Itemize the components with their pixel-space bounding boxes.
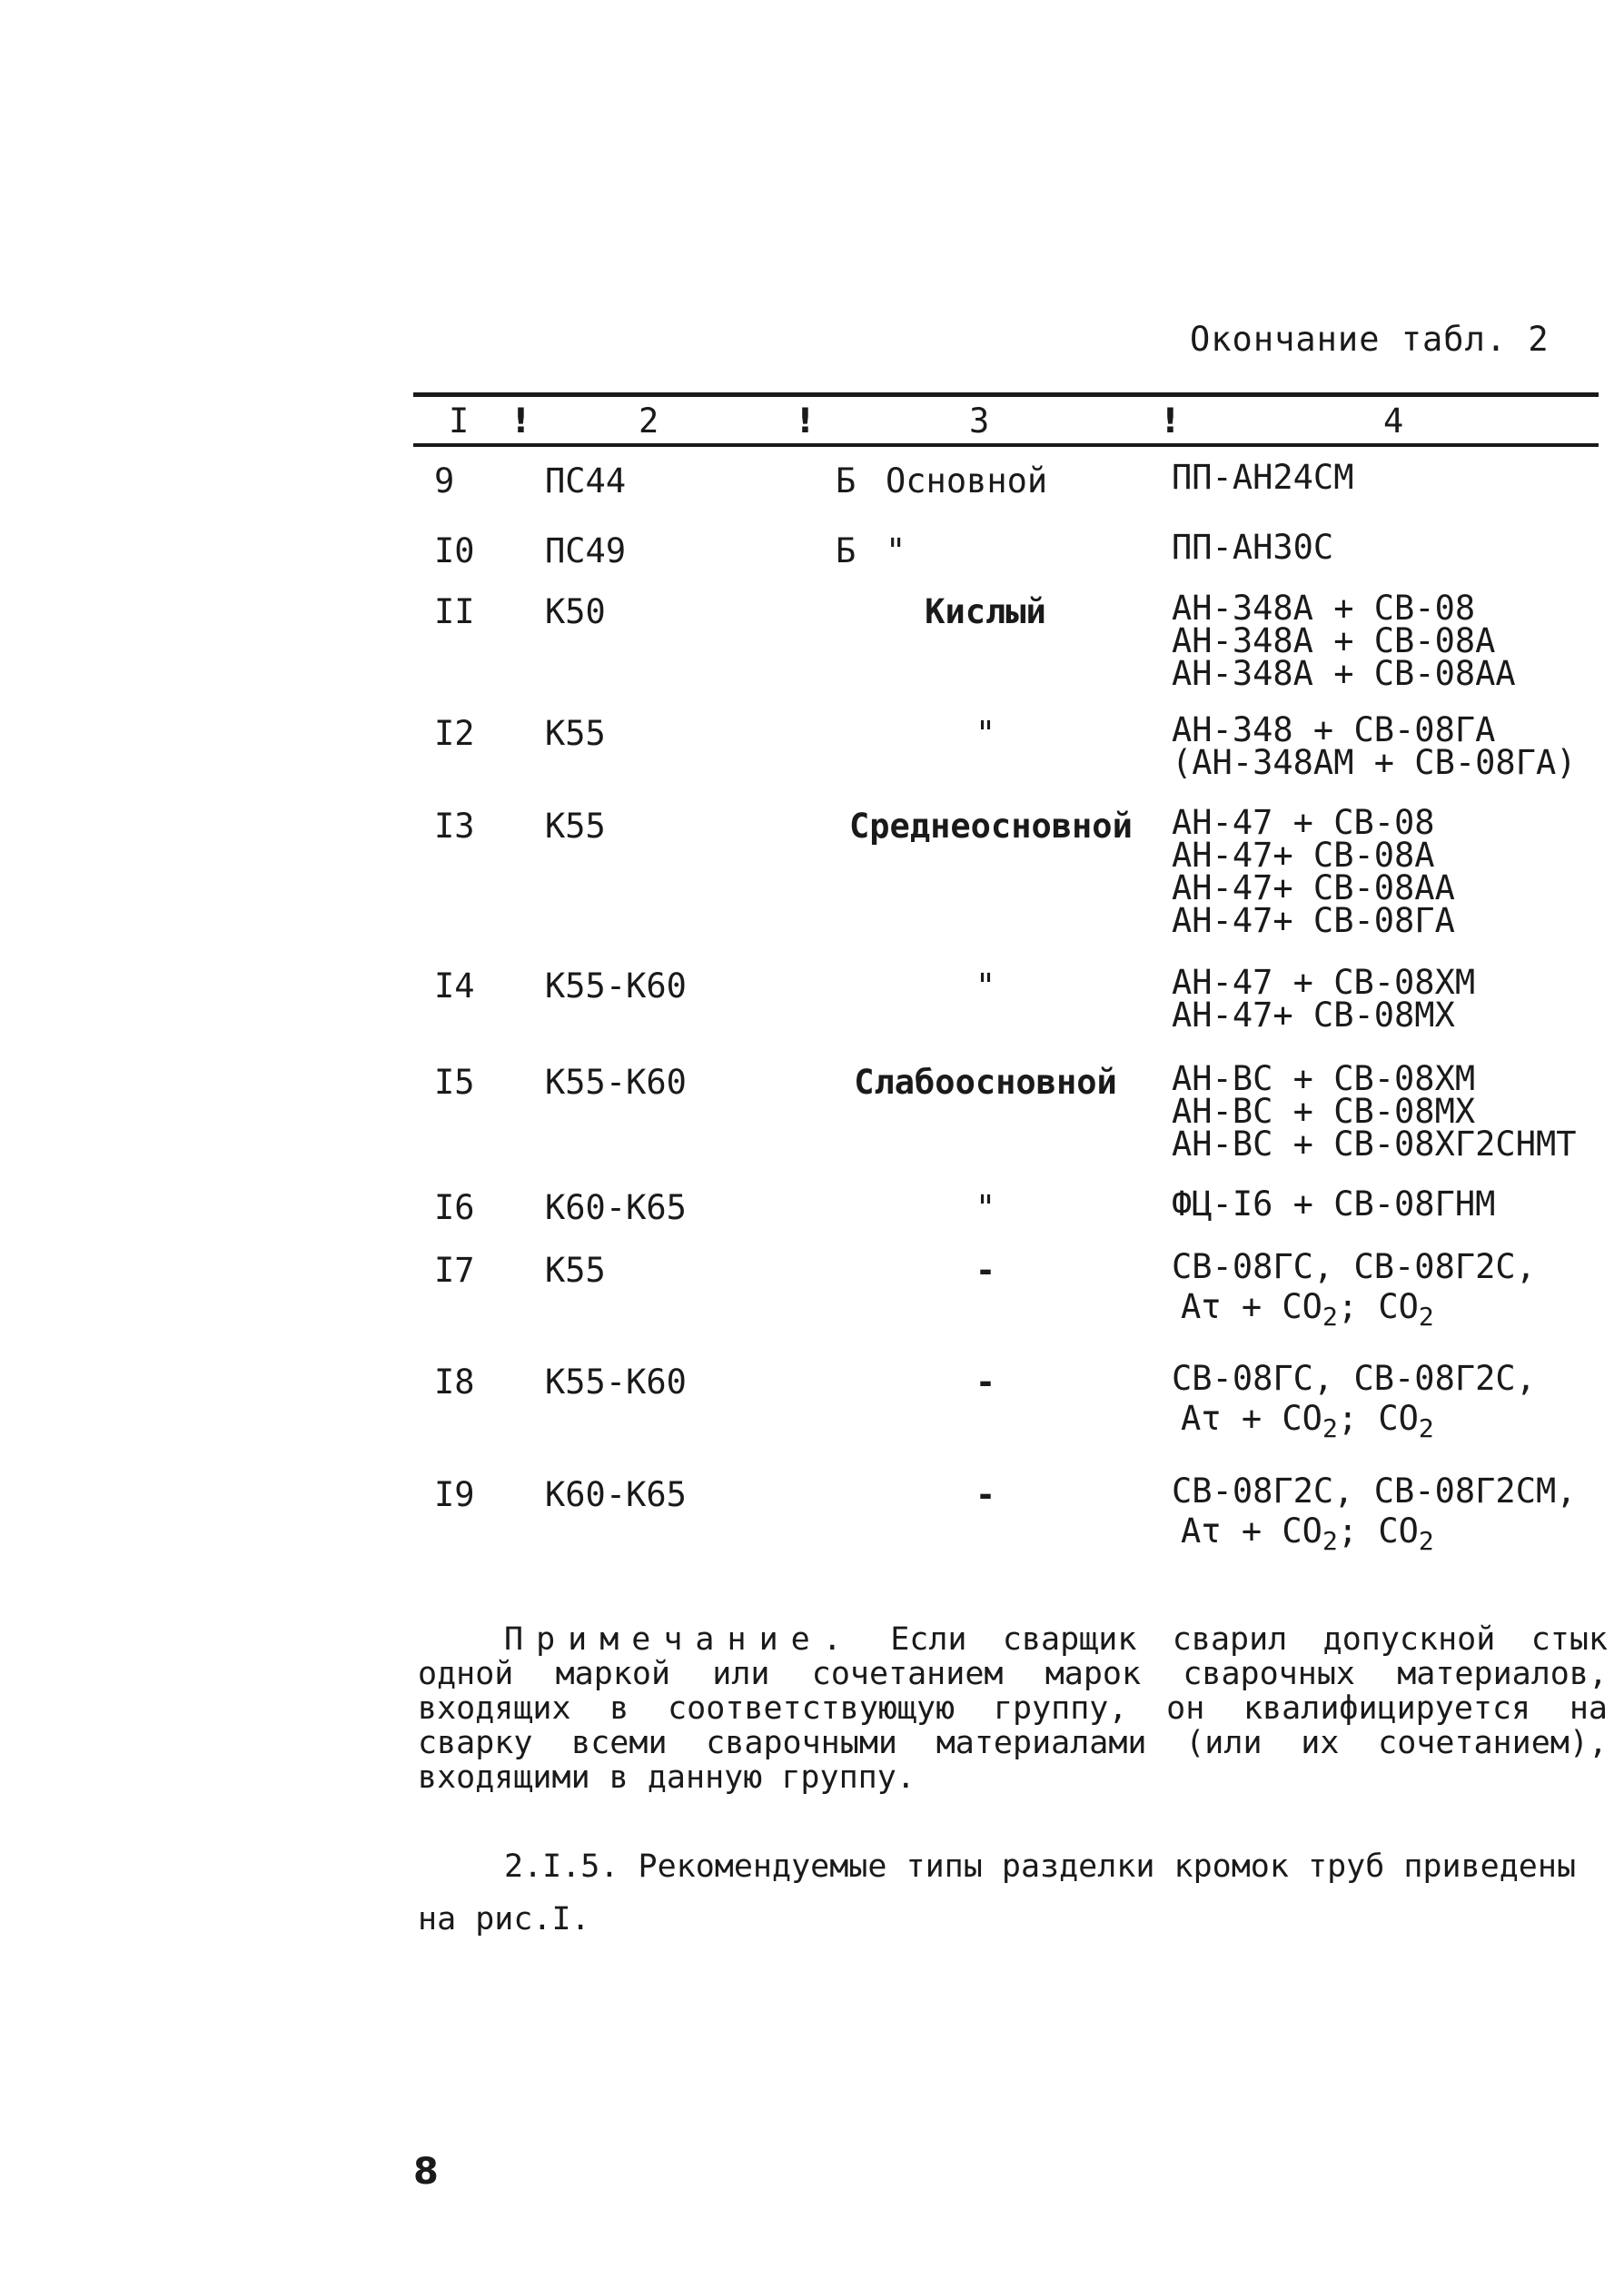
header-col-4: 4 <box>1383 401 1404 441</box>
note-text: Если сварщик сварил допускной стык одной маркой или сочетанием марок сварочных материалов, входящих в соответствующую группу, он квалифицируется на сварку всеми сварочными материалами (или их сочетанием), входящими в данную группу. <box>418 1621 1608 1796</box>
row-letter: Б <box>836 461 857 500</box>
row-group: ПС49 <box>545 531 627 570</box>
page-number: 8 <box>413 2151 439 2193</box>
row-type: Среднеосновной <box>849 807 1133 846</box>
material-line: ПП-АН24СМ <box>1172 458 1354 497</box>
header-col-3: 3 <box>969 401 990 441</box>
row-group: К55-К60 <box>545 1063 687 1102</box>
note-label: Примечание. <box>504 1621 855 1658</box>
material-line: АН-ВС + СВ-08ХМ <box>1172 1059 1476 1098</box>
gas-part: Aτ + CO <box>1181 1287 1322 1326</box>
row-group: ПС44 <box>545 461 627 500</box>
subscript: 2 <box>1322 1302 1338 1332</box>
row-materials <box>1172 1247 1536 1332</box>
table-top-rule <box>413 392 1599 397</box>
row-number: 9 <box>434 461 455 500</box>
row-group: К55 <box>545 714 606 753</box>
subscript: 2 <box>1418 1302 1434 1332</box>
row-type: " <box>975 714 996 753</box>
header-separator: ! <box>797 401 813 441</box>
row-number: I3 <box>434 807 475 846</box>
row-materials <box>1172 458 1354 497</box>
material-line: АН-47+ СВ-08МХ <box>1172 996 1455 1035</box>
row-number: I9 <box>434 1475 475 1514</box>
header-col-2: 2 <box>639 401 659 441</box>
row-group: К55 <box>545 1251 606 1290</box>
row-materials <box>1172 710 1577 782</box>
subscript: 2 <box>1322 1413 1338 1443</box>
table-header-row <box>0 400 1624 441</box>
row-type: - <box>975 1362 996 1402</box>
material-line: АН-348А + СВ-08А <box>1172 621 1496 660</box>
row-type: " <box>975 1188 996 1227</box>
row-number: I4 <box>434 966 475 1006</box>
material-line: АН-348А + СВ-08 <box>1172 589 1476 628</box>
row-type: Кислый <box>925 592 1046 631</box>
row-materials <box>1172 1059 1577 1164</box>
row-number: I5 <box>434 1063 475 1102</box>
material-line: АН-47 + СВ-08ХМ <box>1172 963 1476 1002</box>
row-group: К55 <box>545 807 606 846</box>
material-line: АН-ВС + СВ-08ХГ2СНМТ <box>1172 1125 1577 1164</box>
row-type: - <box>975 1475 996 1514</box>
material-line: АН-47+ СВ-08ГА <box>1172 901 1455 940</box>
row-materials <box>1172 1471 1577 1556</box>
row-number: I2 <box>434 714 475 753</box>
row-type: " <box>975 966 996 1006</box>
material-line: ФЦ-I6 + СВ-08ГНМ <box>1172 1184 1496 1224</box>
note <box>418 1622 1608 1795</box>
row-group: К50 <box>545 592 606 631</box>
row-materials <box>1172 589 1516 693</box>
row-number: I8 <box>434 1362 475 1402</box>
gas-part: ; CO <box>1337 1287 1419 1326</box>
row-materials <box>1172 803 1455 940</box>
gas-part: Aτ + CO <box>1181 1511 1322 1551</box>
paragraph-text: 2.I.5. Рекомендуемые типы разделки кромок труб приведены на рис.I. <box>418 1848 1577 1937</box>
material-line: АН-ВС + СВ-08МХ <box>1172 1092 1476 1131</box>
header-col-1: I <box>449 401 470 441</box>
row-letter: Б <box>836 531 857 570</box>
material-line: АН-348А + СВ-08АА <box>1172 654 1516 693</box>
row-type: Основной <box>886 461 1048 500</box>
subscript: 2 <box>1322 1526 1338 1556</box>
paragraph <box>418 1840 1608 1946</box>
row-type: - <box>975 1251 996 1290</box>
row-group: К55-К60 <box>545 966 687 1006</box>
row-materials <box>1172 528 1334 567</box>
gas-line <box>1172 1511 1577 1556</box>
row-type: Слабоосновной <box>854 1063 1117 1102</box>
row-number: II <box>434 592 475 631</box>
header-separator: ! <box>1163 401 1178 441</box>
material-line: АН-47+ СВ-08А <box>1172 836 1435 875</box>
gas-part: ; CO <box>1337 1511 1419 1551</box>
gas-part: Aτ + CO <box>1181 1399 1322 1438</box>
header-separator: ! <box>513 401 529 441</box>
gas-line <box>1172 1287 1536 1332</box>
row-materials <box>1172 1184 1496 1224</box>
row-number: I7 <box>434 1251 475 1290</box>
row-type: " <box>886 531 906 570</box>
table-caption: Окончание табл. 2 <box>1190 320 1550 359</box>
row-group: К55-К60 <box>545 1362 687 1402</box>
table-header-rule <box>413 443 1599 447</box>
material-line: СВ-08Г2С, СВ-08Г2СМ, <box>1172 1471 1577 1511</box>
material-line: СВ-08ГС, СВ-08Г2С, <box>1172 1359 1536 1398</box>
subscript: 2 <box>1418 1413 1434 1443</box>
material-line: АН-47 + СВ-08 <box>1172 803 1435 842</box>
material-line: (АН-348АМ + СВ-08ГА) <box>1172 743 1577 782</box>
gas-line <box>1172 1399 1536 1443</box>
material-line: АН-47+ СВ-08АА <box>1172 868 1455 907</box>
material-line: СВ-08ГС, СВ-08Г2С, <box>1172 1247 1536 1286</box>
row-number: I6 <box>434 1188 475 1227</box>
gas-part: ; CO <box>1337 1399 1419 1438</box>
row-number: I0 <box>434 531 475 570</box>
material-line: АН-348 + СВ-08ГА <box>1172 710 1496 749</box>
material-line: ПП-АН30С <box>1172 528 1334 567</box>
row-materials <box>1172 1359 1536 1443</box>
row-materials <box>1172 963 1476 1035</box>
row-group: К60-К65 <box>545 1475 687 1514</box>
row-group: К60-К65 <box>545 1188 687 1227</box>
subscript: 2 <box>1418 1526 1434 1556</box>
